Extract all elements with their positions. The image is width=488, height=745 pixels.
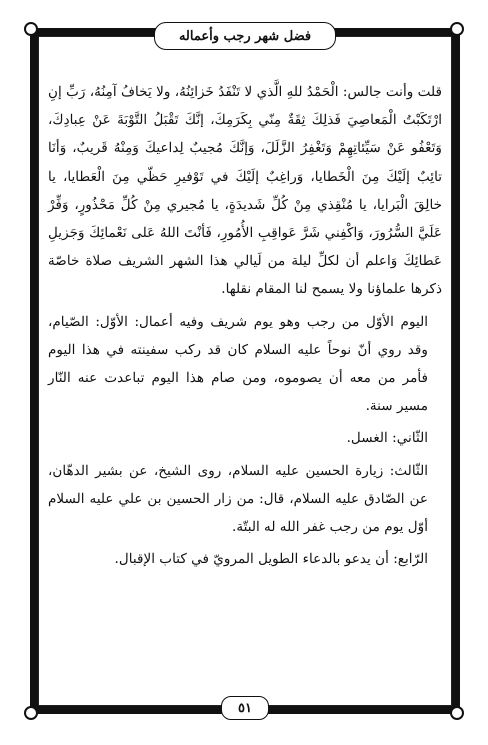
paragraph-first-day: اليوم الأوّل من رجب وهو يوم شريف وفيه أعمال: الأوّل: الصّيام، وقد روي أنّ نوحاً عليه السلام كان قد ركب سفينته في هذا اليوم فأمر من معه أن يصوموه، ومن صام هذا اليوم تباعدت عنه النّار مسير سنة.: [48, 313, 428, 415]
corner-ornament-icon: [24, 22, 38, 36]
page-body: [48, 78, 442, 573]
paragraph-dua: قلت وأنت جالس: الْحَمْدُ للهِ الَّذي لا تَنْفَدُ خَزائِنُهُ، ولا يَخافُ آمِنُهُ، رَبِّ إنِ ارْتَكَبْتُ الْمَعاصِيَ فَذلِكَ ثِقَةٌ مِنّي بِكَرَمِكَ، إنَّكَ تَقْبَلُ التَّوْبَةَ عَنْ عِبادِكَ، وَتَعْفُو عَنْ سَيِّئاتِهِمْ وَتَغْفِرُ الزَّلَلَ، وَإنَّكَ مُجيبٌ لِداعيكَ وَمِنْهُ قَريبٌ، وَأنَا تائِبٌ إلَيْكَ مِنَ الْخَطايا، وَراغِبٌ إلَيْكَ في تَوْفيرِ حَظّي مِنَ الْعَطايا، يا خالِقَ الْبَرايا، يا مُنْقِذي مِنْ كُلِّ شَديدَةٍ، يا مُجيري مِنْ كُلِّ مَحْذُورٍ، وَفِّرْ عَلَيَّ السُّرُورَ، وَاكْفِني شَرَّ عَواقِبِ الأُمُورِ، فَأنْتَ اللهُ عَلى نَعْمائِكَ وَجَزيلِ عَطائِكَ وَاعلم أن لكلِّ ليلة من لَيالي هذا الشهر الشريف صلاة خاصّة ذكرها علماؤنا ولا يسمح لنا المقام نقلها.: [48, 84, 442, 298]
paragraph-second: الثّاني: الغسل.: [346, 430, 428, 447]
paragraph-fourth: الرّابع: أن يدعو بالدعاء الطويل المرويّ في كتاب الإقبال.: [114, 551, 428, 568]
page-number: ٥١: [221, 696, 269, 720]
corner-ornament-icon: [450, 706, 464, 720]
page-title: فضل شهر رجب وأعماله: [154, 22, 336, 50]
paragraph-third: الثّالث: زيارة الحسين عليه السلام، روى الشيخ، عن بشير الدهّان، عن الصّادق عليه السلام، قال: من زار الحسين بن علي عليه السلام أوّل يوم من رجب غفر الله له البتّة.: [48, 462, 428, 536]
corner-ornament-icon: [24, 706, 38, 720]
corner-ornament-icon: [450, 22, 464, 36]
